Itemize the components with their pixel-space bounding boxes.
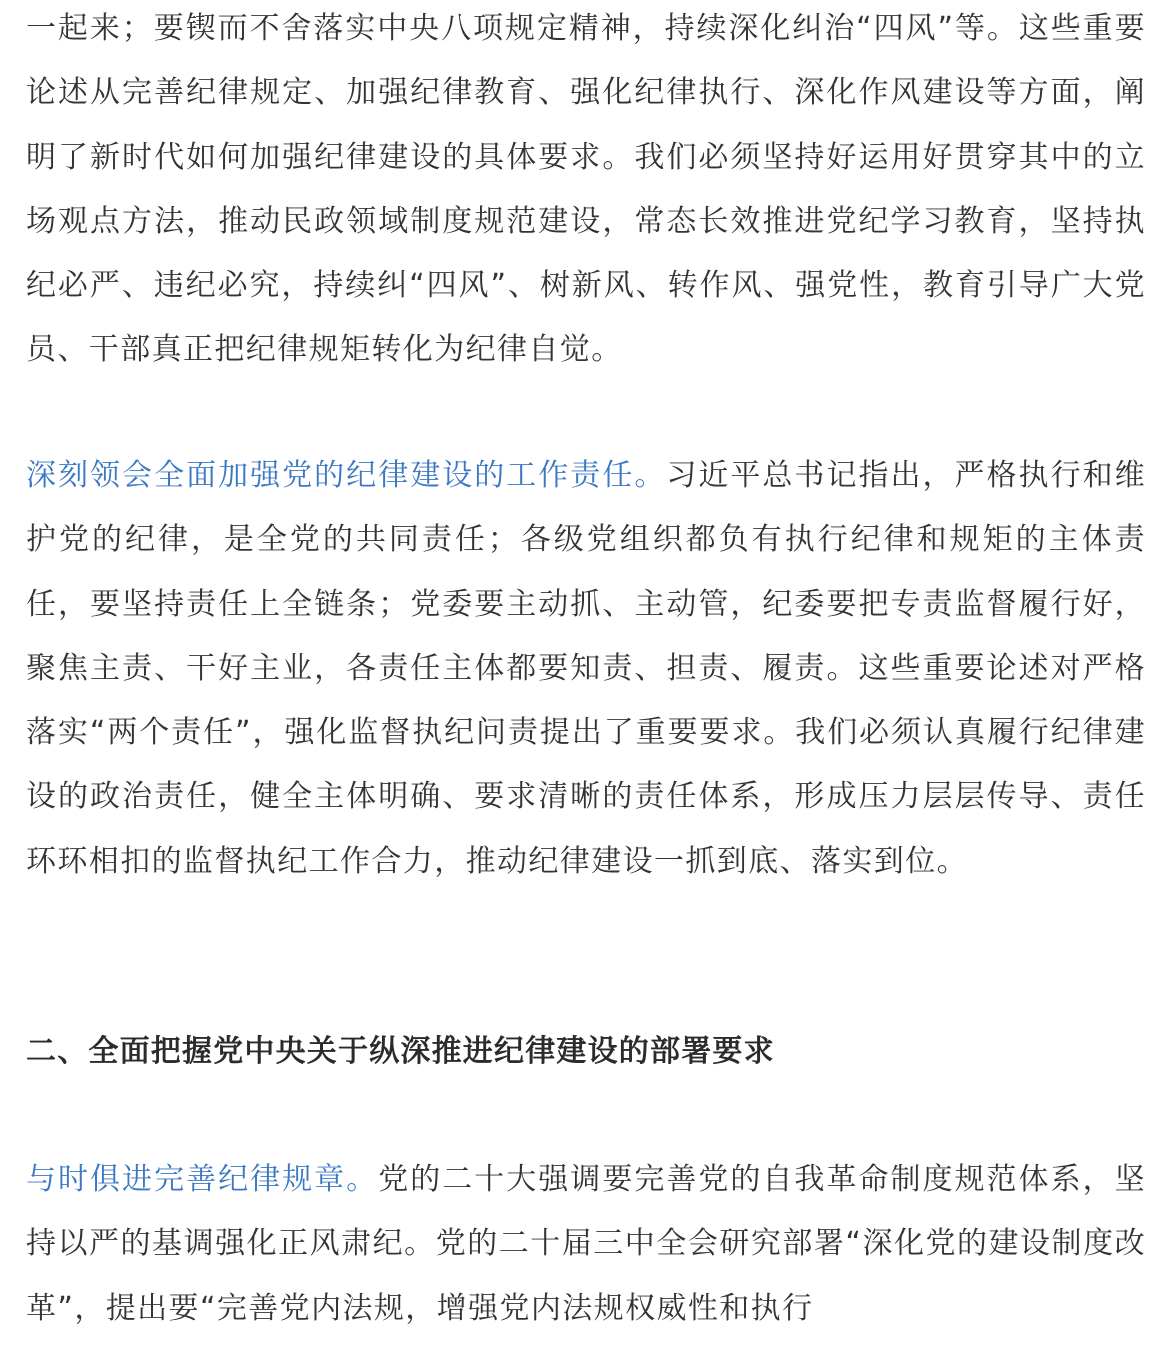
paragraph-2-lead: 深刻领会全面加强党的纪律建设的工作责任。	[26, 458, 667, 493]
section-heading: 二、全面把握党中央关于纵深推进纪律建设的部署要求	[26, 1034, 775, 1069]
paragraph-3-body: 党的二十大强调要完善党的自我革命制度规范体系，坚持以严的基调强化正风肃纪。党的二十届三中全会研究部署“深化党的建设制度改革”，提出要“完善党内法规，增强党内法规权威性和执行	[26, 1162, 1146, 1326]
paragraph-2-body: 习近平总书记指出，严格执行和维护党的纪律，是全党的共同责任；各级党组织都负有执行纪律和规矩的主体责任，要坚持责任上全链条；党委要主动抓、主动管，纪委要把专责监督履行好，聚焦主责、干好主业，各责任主体都要知责、担责、履责。这些重要论述对严格落实“两个责任”，强化监督执纪问责提出了重要要求。我们必须认真履行纪律建设的政治责任，健全主体明确、要求清晰的责任体系，形成压力层层传导、责任环环相扣的监督执纪工作合力，推动纪律建设一抓到底、落实到位。	[26, 458, 1147, 879]
paragraph-1-body: 一起来；要锲而不舍落实中央八项规定精神，持续深化纠治“四风”等。这些重要论述从完善纪律规定、加强纪律教育、强化纪律执行、深化作风建设等方面，阐明了新时代如何加强纪律建设的具体要求。我们必须坚持好运用好贯穿其中的立场观点方法，推动民政领域制度规范建设，常态长效推进党纪学习教育，坚持执纪必严、违纪必究，持续纠“四风”、树新风、转作风、强党性，教育引导广大党员、干部真正把纪律规矩转化为纪律自觉。	[26, 11, 1146, 368]
paragraph-1	[26, 0, 1146, 383]
paragraph-3-lead: 与时俱进完善纪律规章。	[26, 1162, 379, 1197]
paragraph-3	[26, 1148, 1146, 1341]
paragraph-2	[26, 444, 1146, 894]
